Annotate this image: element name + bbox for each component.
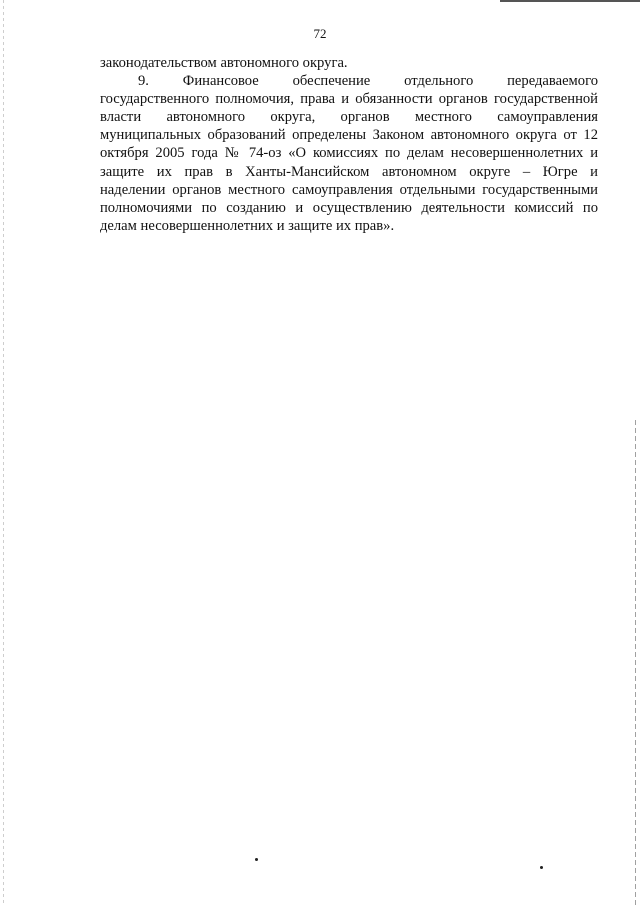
text-line: полномочиями по созданию и осуществлению деятельности комиссий по <box>100 199 598 216</box>
text-line: 9. Финансовое обеспечение отдельного передаваемого <box>138 73 598 90</box>
scan-edge-top <box>500 0 640 2</box>
scan-edge-right <box>635 420 636 905</box>
scan-speck <box>540 866 543 869</box>
text-line: делам несовершеннолетних и защите их прав». <box>100 217 395 234</box>
text-line: государственного полномочия, права и обязанности органов государственной <box>100 91 598 108</box>
text-line: муниципальных образований определены Законом автономного округа от 12 <box>100 127 598 144</box>
text-line: наделении органов местного самоуправления отдельными государственными <box>100 181 598 198</box>
text-line: защите их прав в Ханты-Мансийском автономном округе – Югре и <box>100 163 598 180</box>
page-number: 72 <box>313 26 327 41</box>
text-line: законодательством автономного округа. <box>100 55 348 71</box>
body-text <box>100 54 598 235</box>
scan-speck <box>255 858 258 861</box>
scan-edge-left <box>3 0 4 905</box>
text-line: октября 2005 года № 74-оз «О комиссиях по делам несовершеннолетних и <box>100 145 598 162</box>
text-line: власти автономного округа, органов местного самоуправления <box>100 109 598 126</box>
